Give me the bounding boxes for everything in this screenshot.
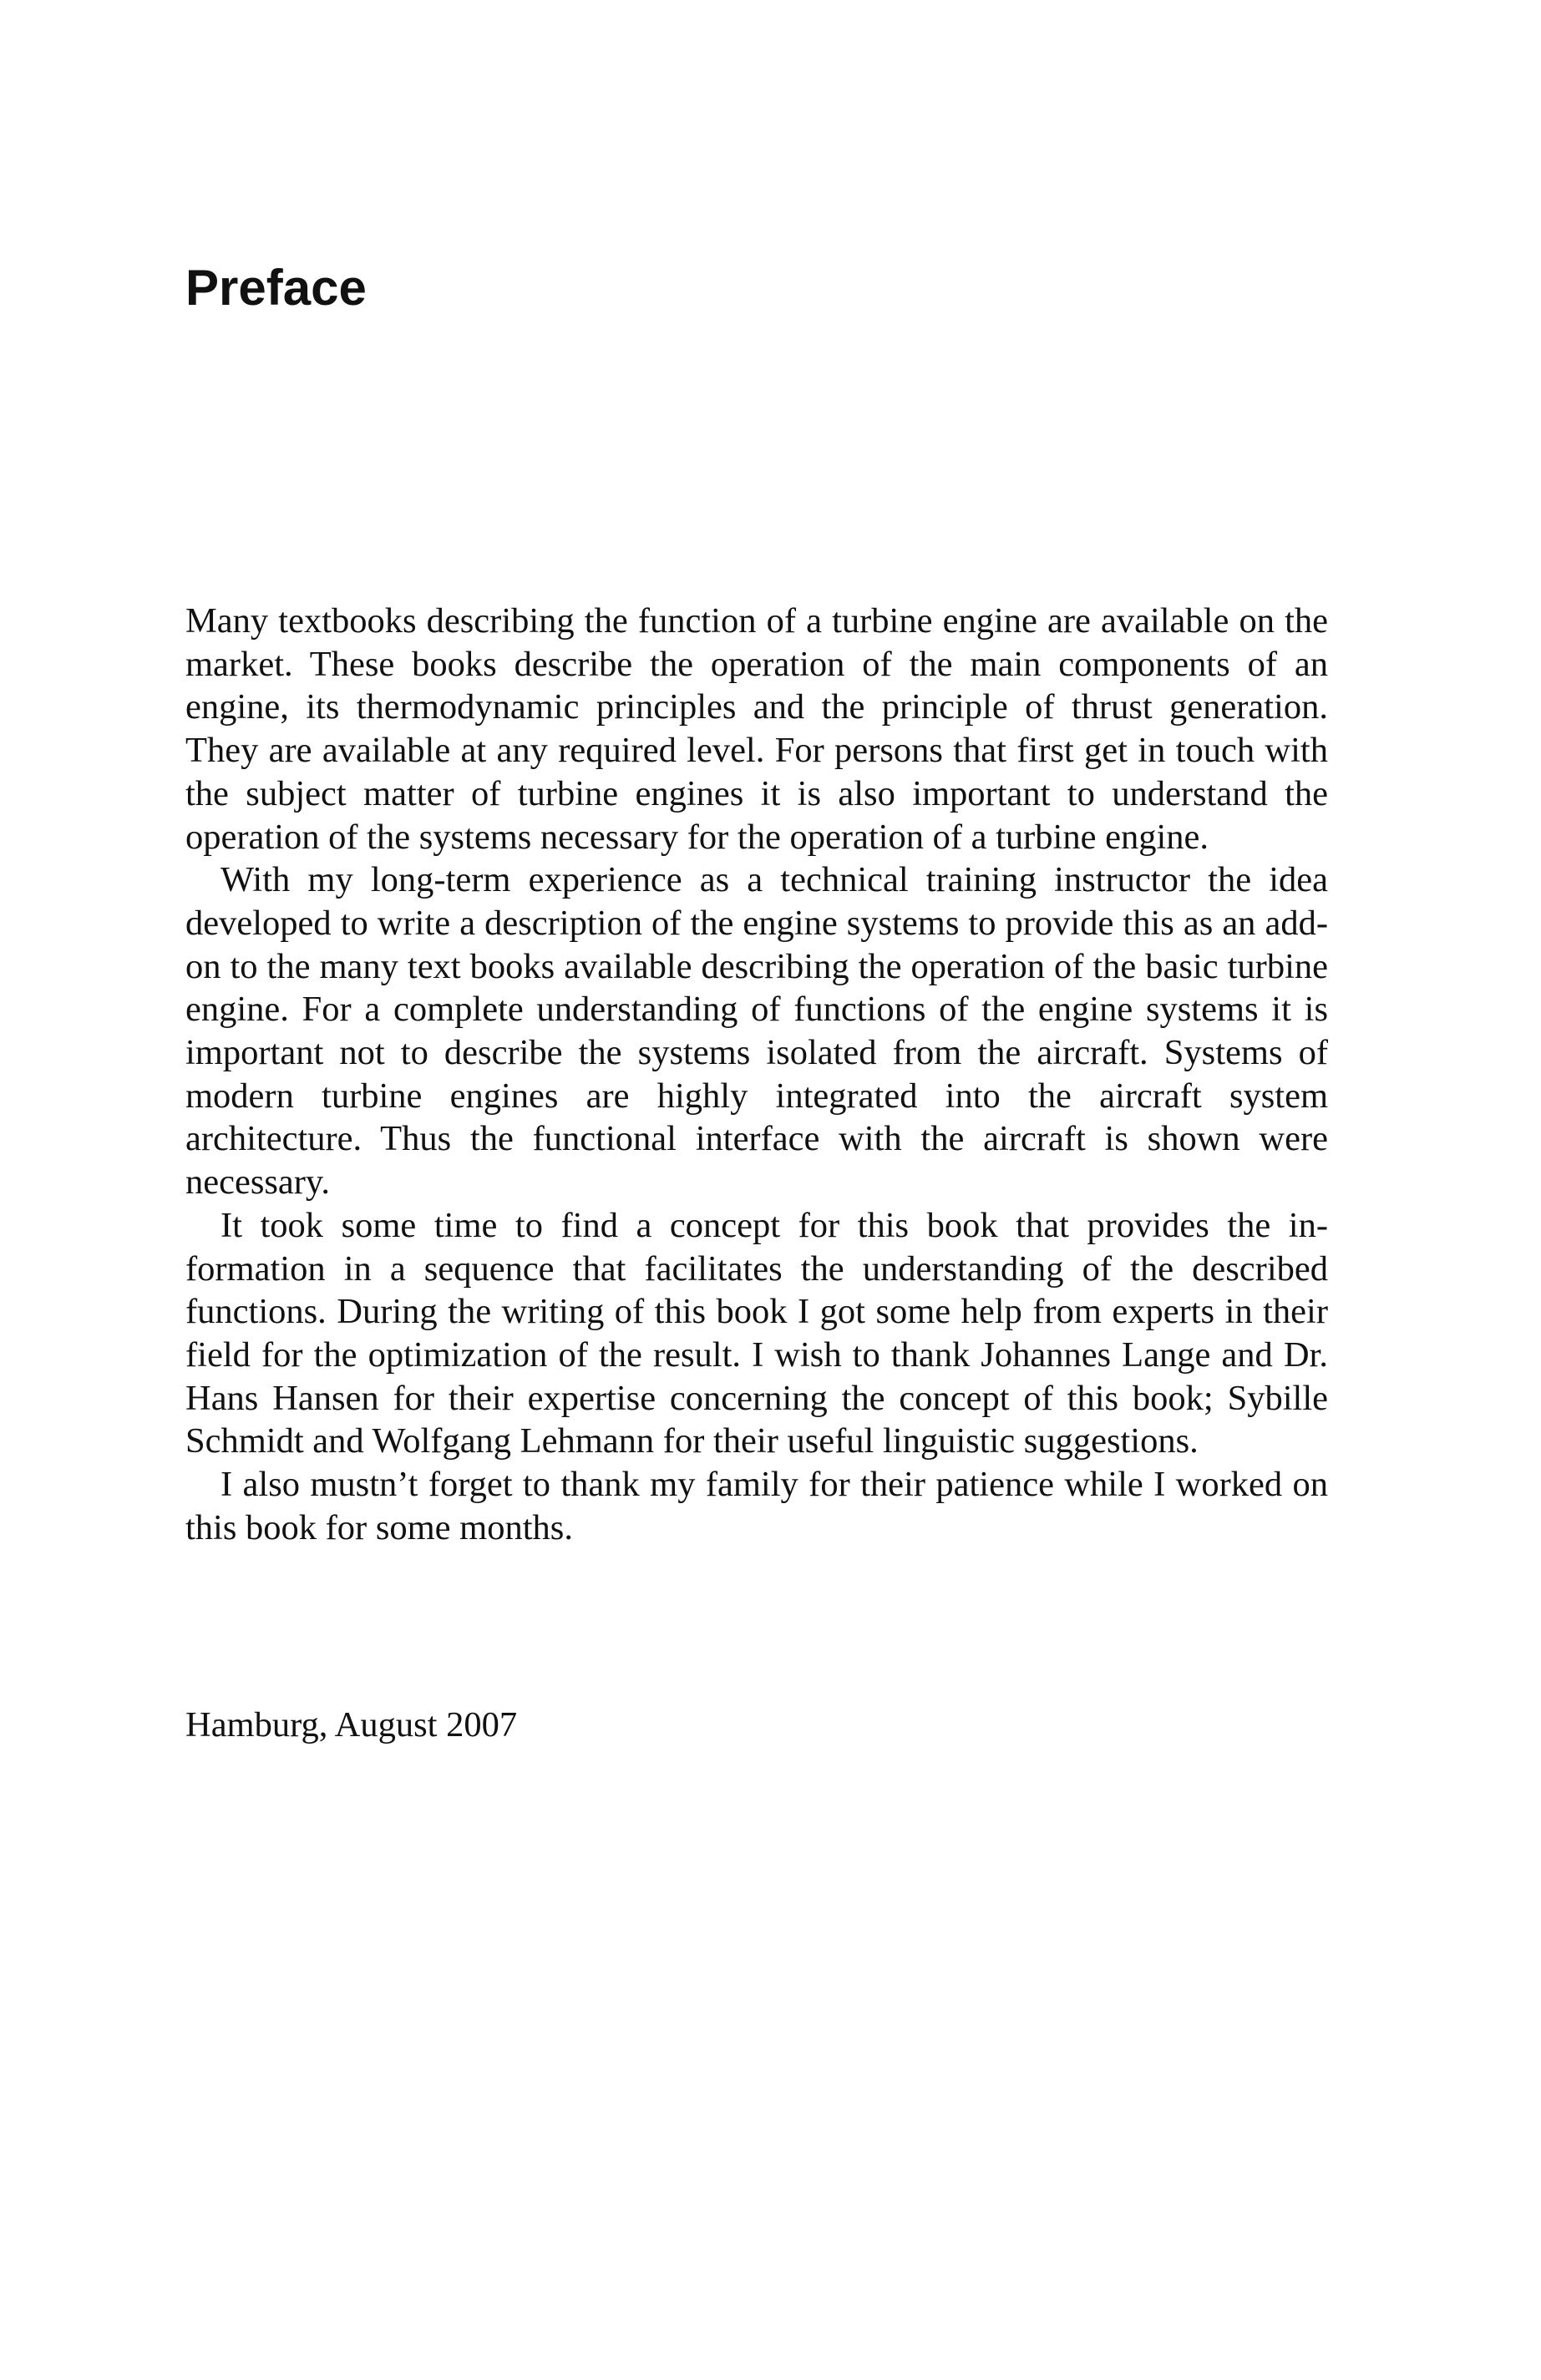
paragraph-4: I also mustn’t forget to thank my family for their patience while I worked on this book for some months.: [185, 1465, 1328, 1547]
place-date-signoff: Hamburg, August 2007: [185, 1705, 518, 1744]
paragraph-3: It took some time to find a concept for this book that provides the information in a sequence that facilitates the understanding of the described functions. During the writing of this book I got some help from experts in their field for the optimization of the result. I wish to thank Johannes Lange and Dr. Hans Hansen for their expertise concerning the concept of this book; Sybille Schmidt and Wolfgang Lehmann for their useful linguistic suggestions.: [185, 1205, 1328, 1461]
preface-body: [185, 600, 1328, 1549]
paragraph-2: With my long-term experience as a technical training instructor the idea developed to write a description of the engine systems to provide this as an add-on to the many text books available describing the operation of the basic turbine engine. For a complete understanding of functions of the engine systems it is important not to describe the systems isolated from the aircraft. Systems of modern turbine engines are highly integrated into the aircraft system architecture. Thus the functional interface with the aircraft is shown were necessary.: [185, 860, 1328, 1203]
page-title: Preface: [185, 260, 367, 316]
paragraph-1: Many textbooks describing the function of a turbine engine are available on the market. These books describe the operation of the main components of an engine, its thermodynamic principles and the principle of thrust generation. They are available at any required level. For persons that first get in touch with the subject matter of turbine engines it is also important to understand the operation of the systems necessary for the operation of a turbine engine.: [185, 601, 1328, 857]
